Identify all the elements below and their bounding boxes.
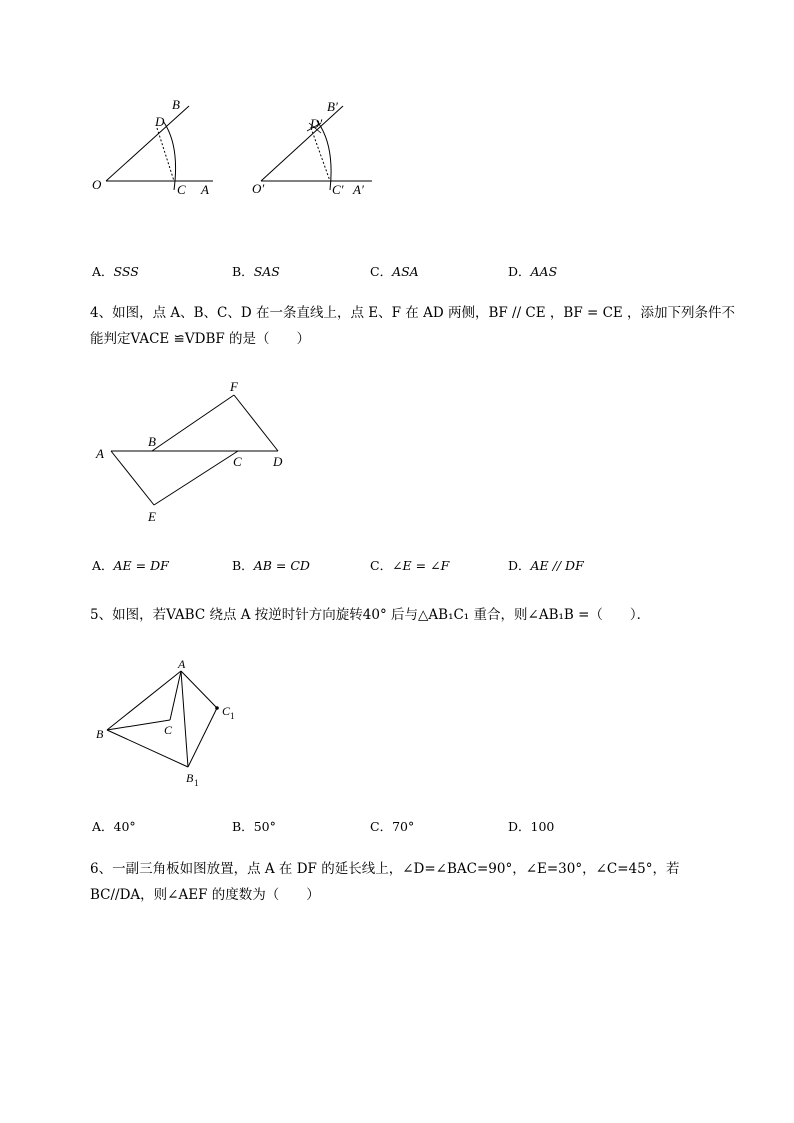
q5-option-d: D．100	[508, 819, 555, 834]
q3-left-angle	[92, 97, 213, 197]
q3-label-A-prime: A′	[353, 182, 364, 197]
q4-label-B: B	[148, 434, 156, 449]
q3-option-d: D．AAS	[508, 264, 558, 279]
q3-option-b: B．SAS	[232, 264, 280, 279]
q6-text-line1: 6、一副三角板如图放置，点 A 在 DF 的延长线上，∠D=∠BAC=90°，∠E=30°，∠C=45°，若	[90, 861, 680, 877]
q5-option-b: B．50°	[232, 819, 276, 834]
q3-label-B: B	[172, 97, 180, 112]
q5-label-C1-sub: 1	[230, 711, 235, 721]
q3-label-O: O	[92, 177, 102, 192]
q3-option-a: A．SSS	[92, 264, 139, 279]
q5-label-C: C	[164, 723, 173, 737]
q5-option-a: A．40°	[92, 819, 136, 834]
q5-label-B1-sub: 1	[194, 778, 199, 788]
q3-label-C: C	[177, 182, 186, 197]
q3-label-B-prime: B′	[327, 99, 338, 114]
q3-label-C-prime: C′	[332, 182, 344, 197]
q4-label-F: F	[230, 379, 238, 394]
q4-label-E: E	[148, 509, 156, 524]
q5-label-A: A	[178, 657, 186, 671]
q4-figure	[90, 375, 300, 525]
q3-label-D: D	[155, 114, 165, 129]
q4-label-C: C	[233, 454, 242, 469]
q4-option-c: C．∠E = ∠F	[370, 558, 450, 573]
q5-label-B1: B	[186, 771, 194, 785]
q4-text-line2: 能判定VACE ≌VDBF 的是（ ）	[90, 331, 311, 347]
q5-label-C1: C	[222, 704, 231, 718]
q3-figure	[85, 95, 385, 205]
q4-option-a: A．AE = DF	[92, 558, 169, 573]
q5-figure	[90, 652, 250, 792]
q3-label-O-prime: O′	[252, 181, 265, 196]
q4-text-line1: 4、如图，点 A、B、C、D 在一条直线上，点 E、F 在 AD 两侧，BF // CE ，BF = CE ，添加下列条件不	[90, 305, 736, 321]
q4-label-D: D	[273, 454, 283, 469]
q4-option-d: D．AE // DF	[508, 558, 584, 573]
q5-text-line1: 5、如图，若VABC 绕点 A 按逆时针方向旋转40° 后与△AB₁C₁ 重合，则∠AB₁B =（ ）．	[90, 607, 651, 623]
q3-label-A: A	[201, 182, 209, 197]
q3-right-angle	[252, 99, 372, 197]
q5-label-B: B	[96, 727, 104, 741]
q4-option-b: B．AB = CD	[232, 558, 310, 573]
q3-label-D-prime: D′	[310, 116, 323, 131]
q4-label-A: A	[96, 446, 104, 461]
q5-option-c: C．70°	[370, 819, 415, 834]
q3-option-c: C．ASA	[370, 264, 419, 279]
q6-text-line2: BC//DA，则∠AEF 的度数为（ ）	[90, 887, 320, 903]
